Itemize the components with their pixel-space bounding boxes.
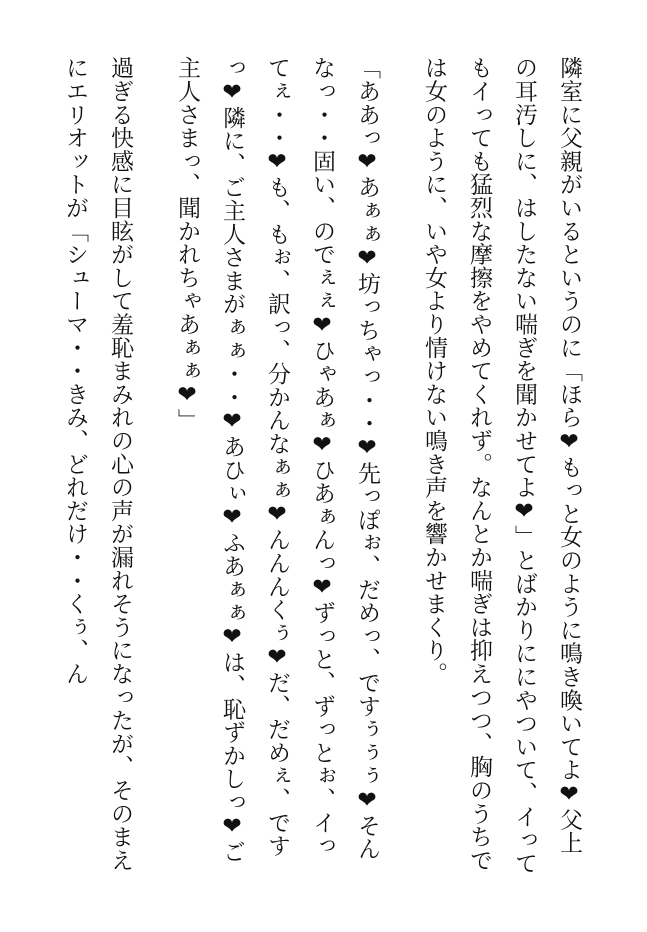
- narration-paragraph: 隣室に父親がいるというのに「ほら❤もっと女のように鳴き喚いてよ❤父上の耳汚しに、はしたない喘ぎを聞かせてよ❤」とばかりににやついて、イってもイっても猛烈な摩擦をやめてくれず。なんとか喘ぎは抑えつつ、胸のうちでは女のように、いや女より情けない鳴き声を響かせまくり。: [421, 56, 582, 875]
- narration-paragraph: 過ぎる快感に目眩がして羞恥まみれの心の声が漏れそうになったが、そのまえにエリオットが「シューマ・・きみ、どれだけ・・くぅ、ん: [62, 56, 133, 872]
- vertical-text-body: [52, 56, 591, 876]
- dialogue-paragraph: 「ああっ❤あぁぁ❤坊っちゃっ・・❤先っぽぉ、だめっ、ですぅぅぅ❤そんなっ・・固い、のでぇぇ❤ひゃあぁ❤ひあぁんっ❤ずっと、ずっとぉ、イってぇ・・❤も、もぉ、訳っ、分かんなぁぁ❤んんんくぅ❤だ、だめぇ、ですっ❤隣に、ご主人さまがぁぁ・・❤あひぃ❤ふあぁぁ❤は、恥ずかしっ❤ご主人さまっ、聞かれちゃあぁぁ❤」: [174, 56, 380, 864]
